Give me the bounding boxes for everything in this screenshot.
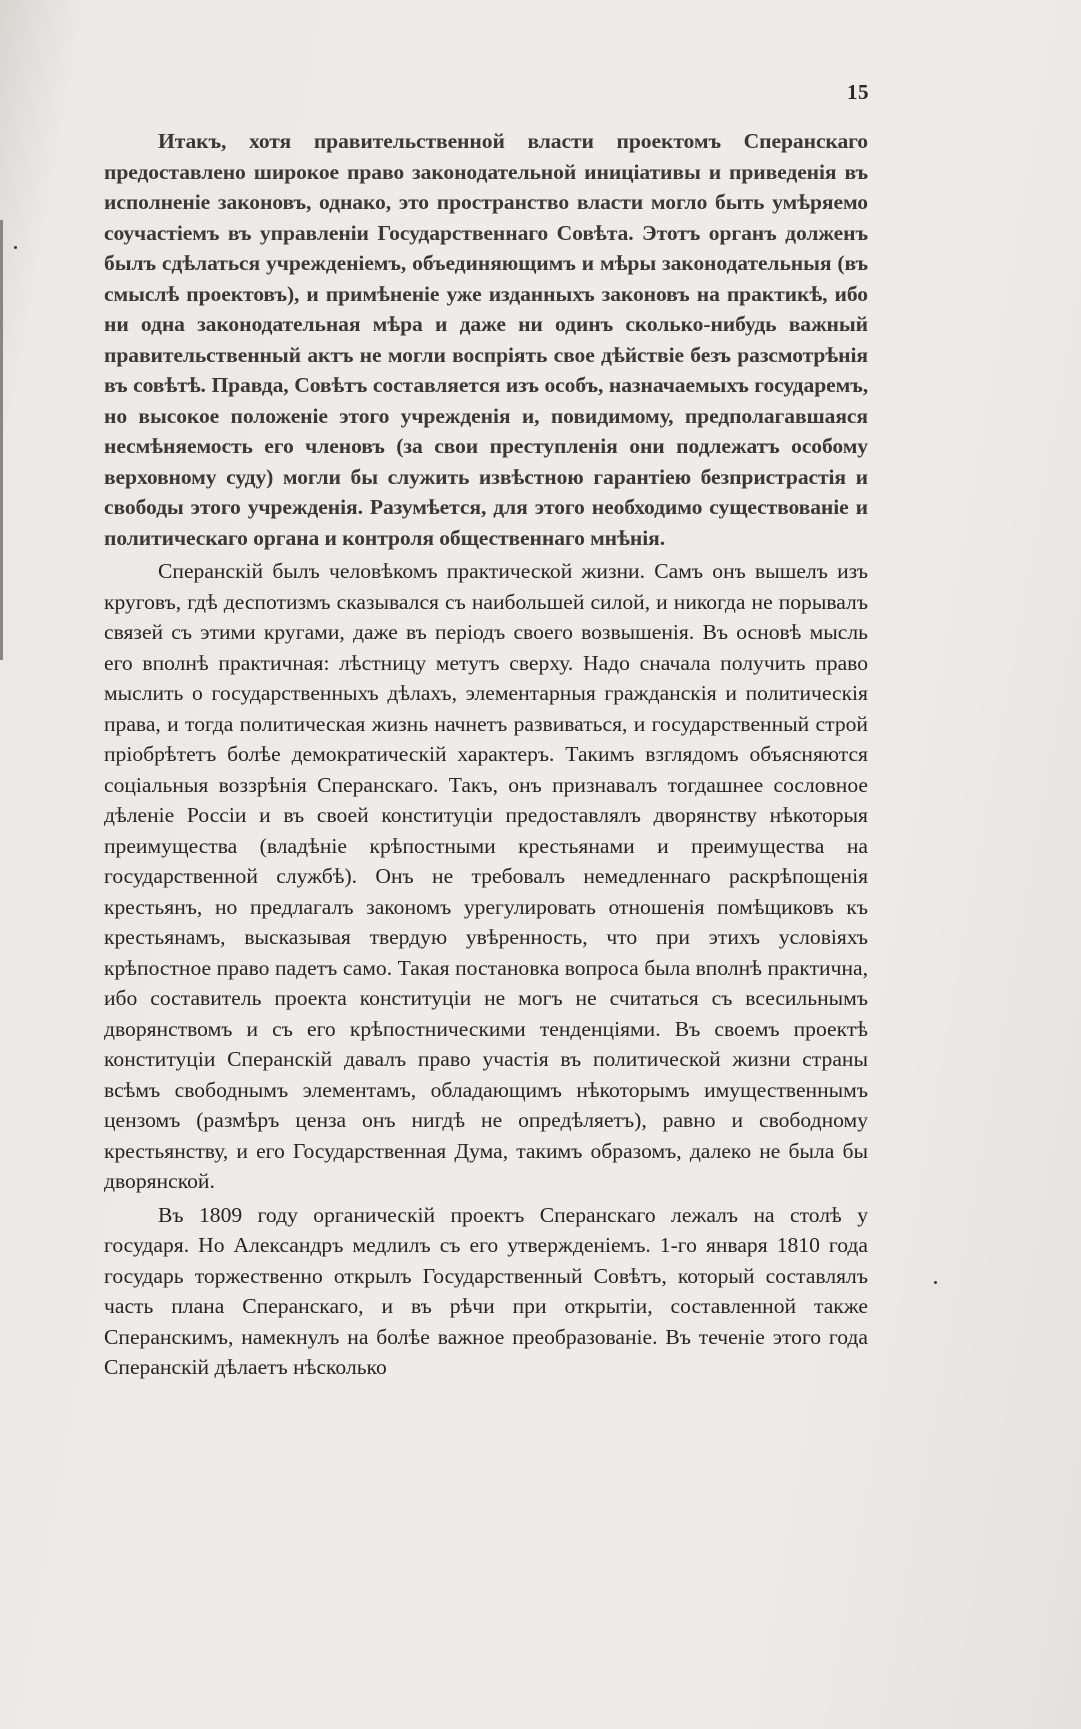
paragraph-1: Итакъ, хотя правительственной власти проектомъ Сперанскаго предоставлено широкое право законодательной иницiативы и приведенiя въ исполненiе законовъ, однако, это пространство власти могло быть умѣряемо соучастiемъ въ управленiи Государственнаго Совѣта. Этотъ органъ долженъ былъ сдѣлаться учрежденiемъ, объединяющимъ и мѣры законодательныя (въ смыслѣ проектовъ), и примѣненiе уже изданныхъ законовъ на практикѣ, ибо ни одна законодательная мѣра и даже ни одинъ сколько-нибудь важный правительственный актъ не могли воспрiять свое дѣйствiе безъ разсмотрѣнiя въ совѣтѣ. Правда, Совѣтъ составляется изъ особъ, назначаемыхъ государемъ, но высокое положенiе этого учрежденiя и, повидимому, предполагавшаяся несмѣняемость его членовъ (за свои преступленiя они подлежатъ особому верховному суду) могли бы служить извѣстною гарантiею безпристрастiя и свободы этого учрежденiя. Разумѣется, для этого необходимо существованiе и политическаго органа и контроля общественнаго мнѣнiя. xyxy=(104,129,868,550)
body-text xyxy=(104,126,868,1386)
page-left-edge-shadow xyxy=(0,220,3,660)
ink-speck xyxy=(934,1281,937,1284)
ink-speck xyxy=(14,246,17,249)
page-number: 15 xyxy=(847,80,869,104)
paragraph-3: Въ 1809 году органическiй проектъ Сперанскаго лежалъ на столѣ у государя. Но Александръ медлилъ съ его утвержденiемъ. 1-го января 1810 года государь торжественно открылъ Государственный Совѣтъ, который составлялъ часть плана Сперанскаго, и въ рѣчи при открытiи, составленной также Сперанскимъ, намекнулъ на болѣе важное преобразованiе. Въ теченiе этого года Сперанскiй дѣлаетъ нѣсколько xyxy=(104,1202,868,1379)
paragraph-2: Сперанскiй былъ человѣкомъ практической жизни. Самъ онъ вышелъ изъ круговъ, гдѣ деспотизмъ сказывался съ наибольшей силой, и никогда не порывалъ связей съ этими кругами, даже въ перiодъ своего возвышенiя. Въ основѣ мысль его вполнѣ практичная: лѣстницу метутъ сверху. Надо сначала получить право мыслить о государственныхъ дѣлахъ, элементарныя гражданскiя и политическiя права, и тогда политическая жизнь начнетъ развиваться, и государственный строй прiобрѣтетъ болѣе демократическiй характеръ. Такимъ взглядомъ объясняются соцiальныя воззрѣнiя Сперанскаго. Такъ, онъ признавалъ тогдашнее сословное дѣленiе Россiи и въ своей конституцiи предоставлялъ дворянству нѣкоторыя преимущества (владѣнiе крѣпостными крестьянами и преимущества на государственной службѣ). Онъ не требовалъ немедленнаго раскрѣпощенiя крестьянъ, но предлагалъ закономъ урегулировать отношенiя помѣщиковъ къ крестьянамъ, высказывая твердую увѣренность, что при этихъ условiяхъ крѣпостное право падетъ само. Такая постановка вопроса была вполнѣ практична, ибо составитель проекта конституцiи не могъ не считаться съ всесильнымъ дворянствомъ и съ его крѣпостническими тенденцiями. Въ своемъ проектѣ конституцiи Сперанскiй давалъ право участiя въ политической жизни страны всѣмъ свободнымъ элементамъ, обладающимъ нѣкоторымъ имущественнымъ цензомъ (размѣръ ценза онъ нигдѣ не опредѣляетъ), равно и свободному крестьянству, и его Государственная Дума, такимъ образомъ, далеко не была бы дворянской. xyxy=(104,559,868,1193)
